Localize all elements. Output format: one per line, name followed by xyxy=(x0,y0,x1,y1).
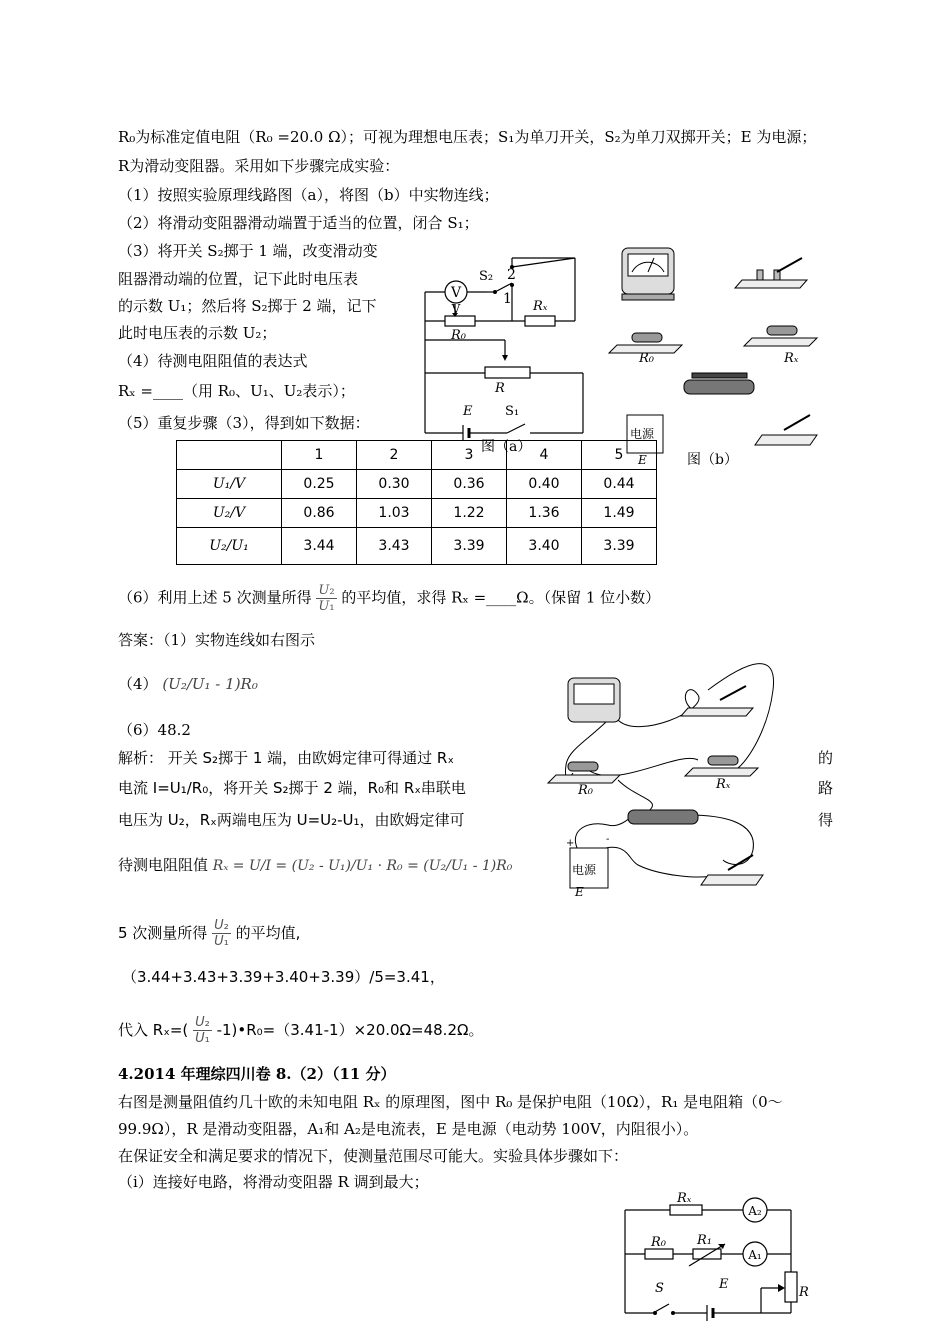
table-row xyxy=(177,499,657,528)
table-cell: 3.43 xyxy=(357,528,432,565)
voltmeter-label: V xyxy=(450,285,462,301)
p4-r-label: R xyxy=(799,1285,809,1300)
table-row xyxy=(177,470,657,499)
s1-label: S₁ xyxy=(505,404,520,419)
step-3-line-2: 阻器滑动端的位置，记下此时电压表 xyxy=(118,270,359,288)
analysis-line-2-end: 路 xyxy=(818,779,834,797)
step-5: （5）重复步骤（3），得到如下数据： xyxy=(118,414,370,432)
table-cell: 1 xyxy=(282,441,357,470)
fig-b-rx-label: Rₓ xyxy=(784,351,799,366)
p4-a1-label: A₁ xyxy=(748,1248,762,1262)
fig-b-power-label: 电源 xyxy=(630,427,655,441)
table-cell: 1.03 xyxy=(357,499,432,528)
table-cell xyxy=(177,441,282,470)
ratio-fraction: $\frac{\text{U₂}}{\text{U₁}}$ xyxy=(195,1015,210,1046)
analysis-line-2: 电流 I=U₁/R₀，将开关 S₂掷于 2 端，R₀和 Rₓ串联电 xyxy=(118,779,466,797)
table-row-label: U₂/U₁ xyxy=(177,528,282,565)
table-row-label: U₂/V xyxy=(177,499,282,528)
step-1: （1）按照实验原理线路图（a），将图（b）中实物连线； xyxy=(118,186,499,204)
table-cell: 0.44 xyxy=(582,470,657,499)
fig-b-r0-label: R₀ xyxy=(639,351,654,366)
step-6 xyxy=(118,583,660,614)
ratio-fraction: $\frac{\text{U₂}}{\text{U₁}}$ xyxy=(318,583,335,614)
analysis-line-5 xyxy=(118,918,300,949)
rx-label: Rₓ xyxy=(533,299,548,314)
table-cell: 0.40 xyxy=(507,470,582,499)
table-cell: 0.25 xyxy=(282,470,357,499)
intro-line-1: R₀为标准定值电阻（R₀ =20.0 Ω）；可视为理想电压表；S₁为单刀开关，S₂为单刀双掷开关；E 为电源； xyxy=(118,128,817,146)
answer-power-label: 电源 xyxy=(572,863,597,877)
step-6-suffix: 的平均值，求得 Rₓ =____Ω。（保留 1 位小数） xyxy=(341,588,661,607)
ratio-fraction: $\frac{\text{U₂}}{\text{U₁}}$ xyxy=(214,918,229,949)
data-table xyxy=(176,440,657,565)
p4-r1-label: R₁ xyxy=(697,1233,712,1248)
fig-b-e-label: E xyxy=(638,453,647,467)
problem-4-title: 4.2014 年理综四川卷 8.（2）（11 分） xyxy=(118,1065,396,1083)
circuit-diagram-a xyxy=(415,255,615,455)
table-cell: 3.44 xyxy=(282,528,357,565)
answer-minus-label: - xyxy=(606,834,610,845)
apparatus-figure-b xyxy=(612,240,842,470)
e-label: E xyxy=(463,404,473,419)
step-3-line-1: （3）将开关 S₂掷于 1 端，改变滑动变 xyxy=(118,242,378,260)
answer-4-prefix: （4） xyxy=(118,675,158,693)
table-cell: 3 xyxy=(432,441,507,470)
table-cell: 3.39 xyxy=(432,528,507,565)
problem-4-line-1: 右图是测量阻值约几十欧的未知电阻 Rₓ 的原理图，图中 R₀ 是保护电阻（10Ω），R₁ 是电阻箱（0～ xyxy=(118,1093,783,1111)
analysis-line-1-end: 的 xyxy=(818,749,834,767)
analysis-line-7-suffix: -1)•R₀=（3.41-1）×20.0Ω=48.2Ω。 xyxy=(216,1021,484,1039)
terminal-1-label: 1 xyxy=(503,291,512,307)
step-2: （2）将滑动变阻器滑动端置于适当的位置，闭合 S₁； xyxy=(118,214,479,232)
table-cell: 2 xyxy=(357,441,432,470)
answer-r0-label: R₀ xyxy=(578,783,593,798)
answer-4 xyxy=(118,674,258,694)
p4-a2-label: A₂ xyxy=(748,1204,762,1218)
analysis-line-5-suffix: 的平均值, xyxy=(235,924,301,942)
fig-b-caption: 图（b） xyxy=(687,452,738,468)
terminal-2-label: 2 xyxy=(507,267,516,283)
answer-e-label: E xyxy=(575,885,584,899)
analysis-line-4 xyxy=(118,855,512,876)
step-4-line-1: （4）待测电阻阻值的表达式 xyxy=(118,352,308,370)
step-4-line-2: Rₓ =____（用 R₀、U₁、U₂表示）； xyxy=(118,382,355,400)
table-cell: 0.30 xyxy=(357,470,432,499)
problem-4-line-3: 在保证安全和满足要求的情况下，使测量范围尽可能大。实验具体步骤如下： xyxy=(118,1147,629,1165)
r-label: R xyxy=(495,381,505,396)
problem-4-line-2: 99.9Ω），R 是滑动变阻器，A₁和 A₂是电流表，E 是电源（电动势 100V，内阻很小）。 xyxy=(118,1120,699,1138)
answer-1: 答案：（1）实物连线如右图示 xyxy=(118,631,316,649)
table-cell: 1.22 xyxy=(432,499,507,528)
s2-label: S₂ xyxy=(479,269,494,284)
table-cell: 1.49 xyxy=(582,499,657,528)
analysis-line-6: （3.44+3.43+3.39+3.40+3.39）/5=3.41， xyxy=(122,968,445,986)
answer-plus-label: + xyxy=(566,838,575,849)
p4-r0-label: R₀ xyxy=(651,1235,666,1250)
p4-s-label: S xyxy=(655,1281,664,1296)
step-3-line-4: 此时电压表的示数 U₂； xyxy=(118,324,277,342)
p4-rx-label: Rₓ xyxy=(677,1191,692,1206)
analysis-line-7-prefix: 代入 Rₓ=( xyxy=(118,1021,189,1039)
r0-label: R₀ xyxy=(451,328,466,343)
answer-6: （6）48.2 xyxy=(118,721,191,739)
analysis-line-3: 电压为 U₂，Rₓ两端电压为 U=U₂-U₁，由欧姆定律可 xyxy=(118,811,465,829)
analysis-line-3-end: 得 xyxy=(818,811,834,829)
table-row xyxy=(177,528,657,565)
problem-4-line-4: （i）连接好电路，将滑动变阻器 R 调到最大； xyxy=(118,1173,429,1191)
voltmeter-sub-label: V xyxy=(451,302,461,316)
step-6-prefix: （6）利用上述 5 次测量所得 xyxy=(118,588,312,607)
analysis-formula: Rₓ = U/I = (U₂ - U₁)/U₁ · R₀ = (U₂/U₁ - 1)R₀ xyxy=(212,858,513,874)
p4-e-label: E xyxy=(719,1277,729,1292)
circuit-diagram-problem-4 xyxy=(615,1188,835,1338)
analysis-line-4-prefix: 待测电阻阻值 xyxy=(118,856,209,874)
table-cell: 5 xyxy=(582,441,657,470)
fig-a-caption: 图（a） xyxy=(481,439,532,455)
table-cell: 4 xyxy=(507,441,582,470)
analysis-line-5-prefix: 5 次测量所得 xyxy=(118,924,208,942)
table-cell: 0.86 xyxy=(282,499,357,528)
table-cell: 0.36 xyxy=(432,470,507,499)
table-row-label: U₁/V xyxy=(177,470,282,499)
answer-rx-label: Rₓ xyxy=(716,777,731,792)
table-cell: 3.40 xyxy=(507,528,582,565)
intro-line-2: R为滑动变阻器。采用如下步骤完成实验： xyxy=(118,157,400,175)
answer-4-formula: (U₂/U₁ - 1)R₀ xyxy=(162,675,258,693)
table-header-row xyxy=(177,441,657,470)
analysis-line-1: 解析： 开关 S₂掷于 1 端，由欧姆定律可得通过 Rₓ xyxy=(118,749,455,767)
table-cell: 1.36 xyxy=(507,499,582,528)
step-3-line-3: 的示数 U₁；然后将 S₂掷于 2 端，记下 xyxy=(118,297,377,315)
table-cell: 3.39 xyxy=(582,528,657,565)
analysis-line-7 xyxy=(118,1015,483,1046)
answer-wiring-figure xyxy=(548,650,808,900)
